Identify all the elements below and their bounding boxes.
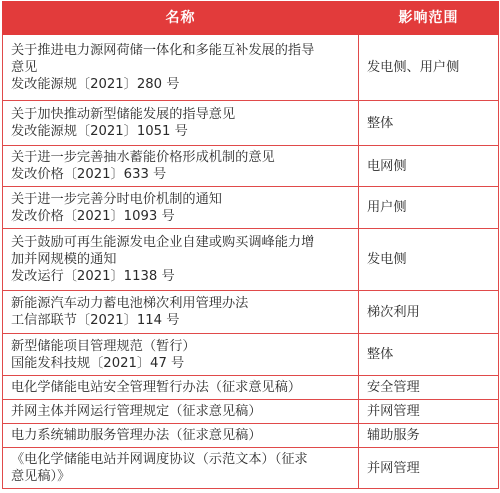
scope-cell: 发电侧 bbox=[359, 229, 499, 291]
policy-name-cell bbox=[3, 35, 359, 101]
policy-doc-number: 国能发科技规〔2021〕47 号 bbox=[11, 355, 185, 371]
table-row bbox=[3, 400, 499, 424]
policy-name-cell bbox=[3, 101, 359, 146]
policy-name-cell bbox=[3, 448, 359, 489]
policy-name-cell bbox=[3, 424, 359, 448]
scope-cell: 电网侧 bbox=[359, 146, 499, 187]
policy-name-line: 意见 bbox=[11, 60, 38, 75]
policy-name-cell bbox=[3, 229, 359, 291]
scope-cell: 发电侧、用户侧 bbox=[359, 35, 499, 101]
scope-cell: 整体 bbox=[359, 334, 499, 376]
table-row bbox=[3, 229, 499, 291]
policy-name-line: 意见稿）》 bbox=[11, 469, 71, 484]
table-row bbox=[3, 35, 499, 101]
policy-doc-number: 发改能源规〔2021〕1051 号 bbox=[11, 124, 188, 139]
policy-name-cell bbox=[3, 291, 359, 334]
policy-name-line: 《电化学储能电站并网调度协议（示范文本）（征求 bbox=[11, 452, 308, 467]
table-row bbox=[3, 448, 499, 489]
policy-name-line: 新型储能项目管理规范（暂行） bbox=[11, 338, 196, 354]
scope-cell: 并网管理 bbox=[359, 448, 499, 489]
table-header-row bbox=[3, 2, 499, 35]
policy-name-cell bbox=[3, 187, 359, 229]
policy-name-line: 新能源汽车动力蓄电池梯次利用管理办法 bbox=[11, 296, 249, 311]
scope-cell: 辅助服务 bbox=[359, 424, 499, 448]
policy-name-line: 电力系统辅助服务管理办法（征求意见稿） bbox=[11, 428, 262, 443]
policy-table bbox=[2, 1, 499, 489]
policy-name-line: 电化学储能电站安全管理暂行办法（征求意见稿） bbox=[11, 380, 302, 395]
policy-name-line: 并网主体并网运行管理规定（征求意见稿） bbox=[11, 404, 262, 419]
policy-doc-number: 发改价格〔2021〕633 号 bbox=[11, 167, 167, 182]
policy-doc-number: 工信部联节〔2021〕114 号 bbox=[11, 313, 180, 328]
table-row bbox=[3, 187, 499, 229]
policy-name-line: 加并网规模的通知 bbox=[11, 252, 117, 267]
table-row bbox=[3, 334, 499, 376]
policy-doc-number: 发改价格〔2021〕1093 号 bbox=[11, 208, 175, 224]
policy-name-cell bbox=[3, 334, 359, 376]
policy-name-line: 关于加快推动新型储能发展的指导意见 bbox=[11, 107, 236, 122]
scope-cell: 整体 bbox=[359, 101, 499, 146]
policy-doc-number: 发改运行〔2021〕1138 号 bbox=[11, 269, 175, 284]
policy-name-cell bbox=[3, 146, 359, 187]
scope-cell: 并网管理 bbox=[359, 400, 499, 424]
policy-name-cell bbox=[3, 376, 359, 400]
policy-name-line: 关于推进电力源网荷储一体化和多能互补发展的指导 bbox=[11, 43, 315, 58]
header-scope: 影响范围 bbox=[359, 2, 499, 35]
table-row bbox=[3, 424, 499, 448]
header-name: 名称 bbox=[3, 2, 359, 35]
table-row bbox=[3, 291, 499, 334]
policy-name-line: 关于鼓励可再生能源发电企业自建或购买调峰能力增 bbox=[11, 235, 315, 250]
table-row bbox=[3, 376, 499, 400]
policy-doc-number: 发改能源规〔2021〕280 号 bbox=[11, 77, 180, 92]
scope-cell: 用户侧 bbox=[359, 187, 499, 229]
policy-name-cell bbox=[3, 400, 359, 424]
scope-cell: 安全管理 bbox=[359, 376, 499, 400]
policy-name-line: 关于进一步完善分时电价机制的通知 bbox=[11, 191, 222, 207]
scope-cell: 梯次利用 bbox=[359, 291, 499, 334]
table-row bbox=[3, 101, 499, 146]
table-row bbox=[3, 146, 499, 187]
policy-name-line: 关于进一步完善抽水蓄能价格形成机制的意见 bbox=[11, 150, 275, 165]
